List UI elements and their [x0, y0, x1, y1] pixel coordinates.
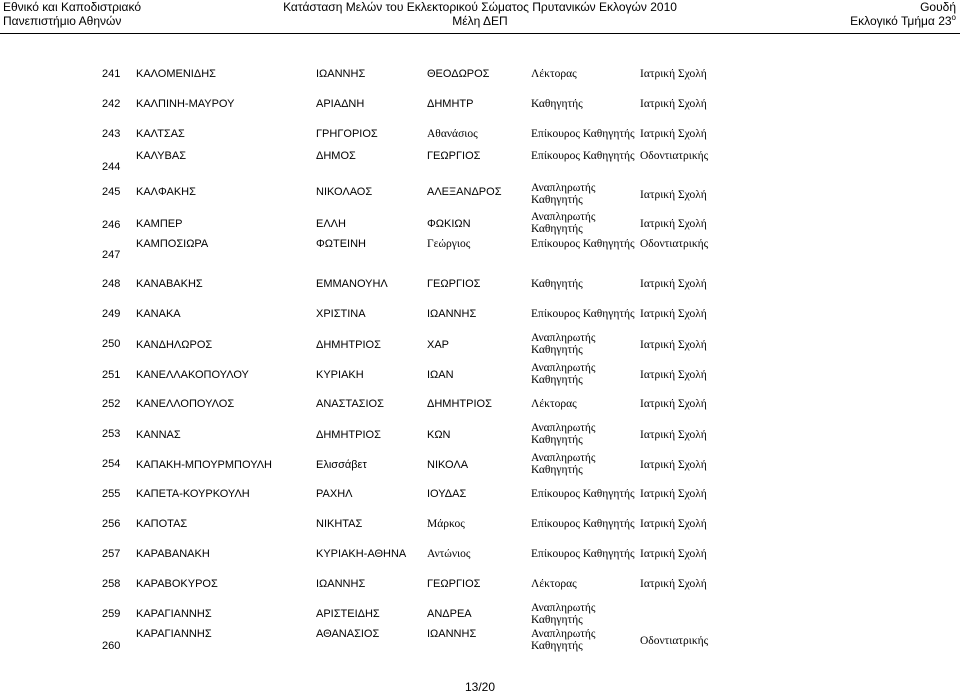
member-first-name: ΚΥΡΙΑΚΗ: [316, 369, 364, 381]
member-rank-line: Επίκουρος Καθηγητής: [531, 518, 635, 530]
member-rank: [531, 548, 635, 560]
member-school: Ιατρική Σχολή: [640, 68, 707, 80]
member-school: Ιατρική Σχολή: [640, 98, 707, 110]
member-school: Ιατρική Σχολή: [640, 459, 707, 471]
member-rank: [531, 602, 595, 626]
member-rank-line: Επίκουρος Καθηγητής: [531, 238, 635, 250]
member-number: 246: [102, 219, 121, 231]
member-rank: [531, 238, 635, 250]
member-number: 248: [102, 278, 121, 290]
member-surname: ΚΑΝΑΚΑ: [136, 308, 181, 320]
member-surname: ΚΑΡΑΒΟΚΥΡΟΣ: [136, 578, 218, 590]
member-number: 258: [102, 578, 121, 590]
member-surname: ΚΑΠΕΤΑ-ΚΟΥΡΚΟΥΛΗ: [136, 488, 250, 500]
member-school: Ιατρική Σχολή: [640, 398, 707, 410]
member-surname: ΚΑΡΑΒΑΝΑΚΗ: [136, 548, 210, 560]
member-surname: ΚΑΜΠΕΡ: [136, 218, 183, 230]
member-father-name: ΙΩΑΝΝΗΣ: [427, 628, 477, 640]
member-father-name: Μάρκος: [427, 518, 465, 530]
member-school: Ιατρική Σχολή: [640, 548, 707, 560]
member-first-name: ΑΡΙΑΔΝΗ: [316, 98, 365, 110]
member-first-name: ΕΜΜΑΝΟΥΗΛ: [316, 278, 388, 290]
member-first-name: ΔΗΜΟΣ: [316, 150, 356, 162]
member-father-name: ΧΑΡ: [427, 339, 450, 351]
member-school: Ιατρική Σχολή: [640, 128, 707, 140]
member-surname: ΚΑΡΑΓΙΑΝΝΗΣ: [136, 608, 212, 620]
member-rank: [531, 422, 595, 446]
member-rank-line: Αναπληρωτής: [531, 182, 596, 194]
member-father-name: Αντώνιος: [427, 548, 471, 560]
member-first-name: ΙΩΑΝΝΗΣ: [316, 578, 366, 590]
member-father-name: ΑΛΕΞΑΝΔΡΟΣ: [427, 186, 502, 198]
member-school: Ιατρική Σχολή: [640, 518, 707, 530]
university-name-line2: Πανεπιστήμιο Αθηνών: [3, 14, 122, 28]
member-number: 250: [102, 338, 121, 350]
member-first-name: ΔΗΜΗΤΡΙΟΣ: [316, 339, 381, 351]
member-rank-line: Καθηγητής: [531, 640, 583, 652]
member-father-name: Γεώργιος: [427, 238, 471, 250]
member-rank: [531, 211, 595, 235]
member-rank-line: Αναπληρωτής: [531, 452, 596, 464]
member-surname: ΚΑΛΟΜΕΝΙΔΗΣ: [136, 68, 216, 80]
member-father-name: Αθανάσιος: [427, 128, 478, 140]
member-number: 260: [102, 640, 121, 652]
member-rank: [531, 452, 595, 476]
member-surname: ΚΑΝΕΛΛΟΠΟΥΛΟΣ: [136, 398, 235, 410]
member-number: 251: [102, 369, 121, 381]
member-rank-line: Καθηγητής: [531, 223, 583, 235]
member-surname: ΚΑΜΠΟΣΙΩΡΑ: [136, 238, 209, 250]
member-father-name: ΘΕΟΔΩΡΟΣ: [427, 68, 490, 80]
member-father-name: ΔΗΜΗΤΡ: [427, 98, 474, 110]
header-divider: [0, 33, 960, 34]
member-rank-line: Αναπληρωτής: [531, 332, 596, 344]
member-number: 249: [102, 308, 121, 320]
member-school: Οδοντιατρικής: [640, 238, 709, 250]
member-father-name: ΓΕΩΡΓΙΟΣ: [427, 278, 481, 290]
member-first-name: Ελισσάβετ: [316, 459, 367, 471]
member-surname: ΚΑΠΑΚΗ-ΜΠΟΥΡΜΠΟΥΛΗ: [136, 459, 273, 471]
polling-section-ordinal: ο: [951, 13, 956, 22]
member-rank-line: Καθηγητής: [531, 374, 583, 386]
member-first-name: ΝΙΚΗΤΑΣ: [316, 518, 363, 530]
member-rank: [531, 98, 583, 110]
member-rank: [531, 182, 595, 206]
member-school: Ιατρική Σχολή: [640, 339, 707, 351]
member-rank-line: Λέκτορας: [531, 578, 577, 590]
member-number: 257: [102, 548, 121, 560]
member-first-name: ΕΛΛΗ: [316, 218, 346, 230]
member-rank-line: Καθηγητής: [531, 344, 583, 356]
member-first-name: ΚΥΡΙΑΚΗ-ΑΘΗΝΑ: [316, 548, 407, 560]
member-rank-line: Καθηγητής: [531, 434, 583, 446]
member-surname: ΚΑΛΥΒΑΣ: [136, 150, 187, 162]
member-number: 244: [102, 161, 121, 173]
member-school: Ιατρική Σχολή: [640, 369, 707, 381]
member-school: Ιατρική Σχολή: [640, 488, 707, 500]
member-surname: ΚΑΛΦΑΚΗΣ: [136, 186, 196, 198]
member-rank-line: Αναπληρωτής: [531, 628, 596, 640]
member-number: 255: [102, 488, 121, 500]
member-number: 243: [102, 128, 121, 140]
university-name-line1: Εθνικό και Καποδιστριακό: [3, 0, 142, 14]
member-rank: [531, 578, 577, 590]
member-rank: [531, 278, 583, 290]
polling-location: Goυδή: [920, 0, 956, 14]
member-rank-line: Καθηγητής: [531, 98, 583, 110]
member-rank: [531, 128, 635, 140]
member-number: 259: [102, 608, 121, 620]
polling-section: [850, 14, 956, 28]
member-first-name: ΑΘΑΝΑΣΙΟΣ: [316, 628, 380, 640]
member-rank: [531, 518, 635, 530]
member-rank-line: Επίκουρος Καθηγητής: [531, 128, 635, 140]
member-rank-line: Αναπληρωτής: [531, 422, 596, 434]
member-school: Ιατρική Σχολή: [640, 189, 707, 201]
member-father-name: ΙΩΑΝ: [427, 369, 454, 381]
member-father-name: ΙΟΥΔΑΣ: [427, 488, 467, 500]
member-first-name: ΦΩΤΕΙΝΗ: [316, 238, 366, 250]
member-rank-line: Αναπληρωτής: [531, 362, 596, 374]
member-father-name: ΓΕΩΡΓΙΟΣ: [427, 150, 481, 162]
member-rank: [531, 398, 577, 410]
member-father-name: ΚΩΝ: [427, 429, 451, 441]
member-rank-line: Επίκουρος Καθηγητής: [531, 308, 635, 320]
member-rank-line: Καθηγητής: [531, 194, 583, 206]
member-surname: ΚΑΛΠΙΝΗ-ΜΑΥΡΟΥ: [136, 98, 235, 110]
member-school: Ιατρική Σχολή: [640, 308, 707, 320]
member-father-name: ΦΩΚΙΩΝ: [427, 218, 471, 230]
member-rank-line: Επίκουρος Καθηγητής: [531, 548, 635, 560]
member-number: 252: [102, 398, 121, 410]
member-first-name: ΧΡΙΣΤΙΝΑ: [316, 308, 366, 320]
member-number: 241: [102, 68, 121, 80]
member-father-name: ΔΗΜΗΤΡΙΟΣ: [427, 398, 492, 410]
member-first-name: ΝΙΚΟΛΑΟΣ: [316, 186, 373, 198]
member-father-name: ΓΕΩΡΓΙΟΣ: [427, 578, 481, 590]
member-number: 242: [102, 98, 121, 110]
member-school: Ιατρική Σχολή: [640, 578, 707, 590]
member-rank: [531, 332, 595, 356]
member-school: Ιατρική Σχολή: [640, 218, 707, 230]
member-surname: ΚΑΝΑΒΑΚΗΣ: [136, 278, 203, 290]
member-number: 256: [102, 518, 121, 530]
member-rank-line: Λέκτορας: [531, 68, 577, 80]
member-rank: [531, 150, 635, 162]
member-rank-line: Αναπληρωτής: [531, 602, 596, 614]
member-first-name: ΑΡΙΣΤΕΙΔΗΣ: [316, 608, 380, 620]
member-number: 254: [102, 458, 121, 470]
polling-section-label: Εκλογικό Τμήμα 23: [850, 14, 952, 28]
member-number: 253: [102, 428, 121, 440]
member-school: Οδοντιατρικής: [640, 150, 709, 162]
member-first-name: ΔΗΜΗΤΡΙΟΣ: [316, 429, 381, 441]
member-father-name: ΝΙΚΟΛΑ: [427, 459, 469, 471]
member-rank: [531, 628, 595, 652]
member-number: 247: [102, 249, 121, 261]
member-rank-line: Επίκουρος Καθηγητής: [531, 150, 635, 162]
member-school: Ιατρική Σχολή: [640, 278, 707, 290]
member-school: Οδοντιατρικής: [640, 635, 709, 647]
member-rank-line: Λέκτορας: [531, 398, 577, 410]
page-number: 13/20: [464, 680, 496, 694]
member-first-name: ΑΝΑΣΤΑΣΙΟΣ: [316, 398, 384, 410]
member-rank-line: Καθηγητής: [531, 614, 583, 626]
polling-station: [850, 0, 956, 28]
member-father-name: ΑΝΔΡΕΑ: [427, 608, 472, 620]
member-rank-line: Καθηγητής: [531, 278, 583, 290]
document-title-line2: Μέλη ΔΕΠ: [452, 14, 508, 28]
document-title: [0, 0, 960, 28]
member-rank: [531, 362, 595, 386]
member-rank-line: Καθηγητής: [531, 464, 583, 476]
member-surname: ΚΑΛΤΣΑΣ: [136, 128, 185, 140]
member-first-name: ΓΡΗΓΟΡΙΟΣ: [316, 128, 378, 140]
member-school: Ιατρική Σχολή: [640, 429, 707, 441]
member-number: 245: [102, 186, 121, 198]
member-first-name: ΡΑΧΗΛ: [316, 488, 353, 500]
member-surname: ΚΑΠΟΤΑΣ: [136, 518, 188, 530]
member-surname: ΚΑΝΔΗΛΩΡΟΣ: [136, 339, 213, 351]
member-surname: ΚΑΝΕΛΛΑΚΟΠΟΥΛΟΥ: [136, 369, 249, 381]
member-surname: ΚΑΡΑΓΙΑΝΝΗΣ: [136, 628, 212, 640]
member-first-name: ΙΩΑΝΝΗΣ: [316, 68, 366, 80]
member-surname: ΚΑΝΝΑΣ: [136, 429, 181, 441]
member-rank: [531, 488, 635, 500]
member-rank: [531, 68, 577, 80]
member-father-name: ΙΩΑΝΝΗΣ: [427, 308, 477, 320]
document-title-line1: Κατάσταση Μελών του Εκλεκτορικού Σώματος Πρυτανικών Εκλογών 2010: [283, 0, 677, 14]
member-rank-line: Επίκουρος Καθηγητής: [531, 488, 635, 500]
member-rank-line: Αναπληρωτής: [531, 211, 596, 223]
member-rank: [531, 308, 635, 320]
